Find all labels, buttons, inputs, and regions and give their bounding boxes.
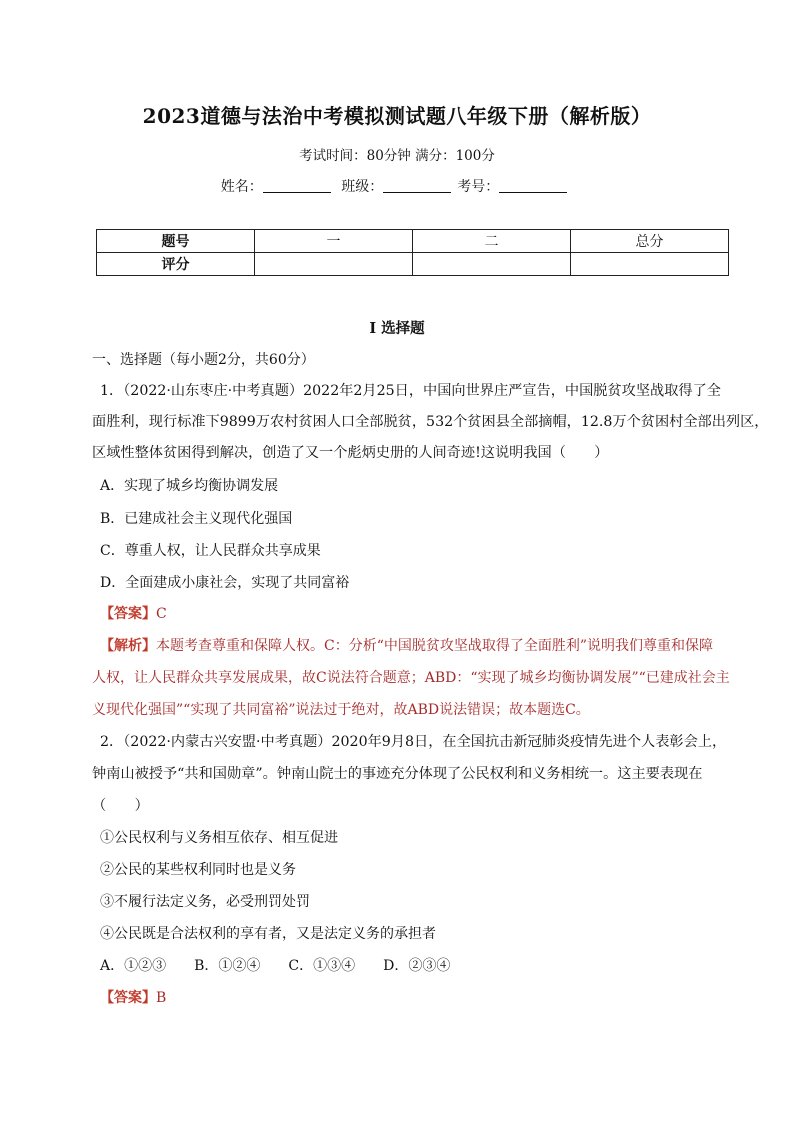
cell-part-one: 一	[255, 230, 413, 253]
exam-meta: 考试时间：80分钟 满分：100分	[299, 148, 495, 164]
answer-value: C	[156, 606, 167, 622]
score-table-header-row	[97, 230, 729, 253]
analysis-text: 本题考查尊重和保障人权。C：分析“中国脱贫攻坚战取得了全面胜利”说明我们尊重和保障	[156, 638, 714, 654]
section-title: I 选择题	[369, 320, 425, 337]
answer-tag: 【答案】	[100, 606, 156, 622]
page-title: 2023道德与法治中考模拟测试题八年级下册（解析版）	[142, 104, 652, 128]
q2-options: A．①②③ B．①②④ C．①③④ D．②③④	[100, 958, 451, 974]
q1-option-b: B．已建成社会主义现代化强国	[100, 511, 293, 527]
q2-stem-line2: 钟南山被授予“共和国勋章”。钟南山院士的事迹充分体现了公民权利和义务相统一。这主要表现在	[92, 766, 703, 782]
cell-question-number: 题号	[97, 230, 255, 253]
q1-stem-line3: 区域性整体贫困得到解决，创造了又一个彪炳史册的人间奇迹!这说明我国（ ）	[92, 445, 609, 461]
q1-analysis-line3: 义现代化强国”“实现了共同富裕”说法过于绝对，故ABD说法错误；故本题选C。	[92, 702, 590, 718]
answer-tag: 【答案】	[100, 990, 156, 1006]
q1-option-a: A．实现了城乡均衡协调发展	[100, 478, 279, 494]
q1-stem-line1: 1．（2022·山东枣庄·中考真题）2022年2月25日，中国向世界庄严宣告，中国脱贫攻坚战取得了全	[100, 383, 721, 399]
q2-statement-4: ④公民既是合法权利的享有者，又是法定义务的承担者	[100, 926, 436, 942]
q1-option-c: C．尊重人权，让人民群众共享成果	[100, 543, 321, 559]
q1-option-d: D．全面建成小康社会，实现了共同富裕	[100, 575, 350, 591]
q2-statement-2: ②公民的某些权利同时也是义务	[100, 862, 296, 878]
name-label: 姓名：	[220, 179, 263, 195]
score-table-score-row	[97, 253, 729, 276]
q1-analysis-line2: 人权，让人民群众共享发展成果，故C说法符合题意；ABD：“实现了城乡均衡协调发展”“已建成社会主	[92, 670, 730, 686]
q2-statement-1: ①公民权利与义务相互依存、相互促进	[100, 830, 338, 846]
section-subtitle: 一、选择题（每小题2分，共60分）	[92, 352, 315, 368]
name-blank[interactable]	[263, 178, 331, 193]
cell-score-label: 评分	[97, 253, 255, 276]
cell-score-one	[255, 253, 413, 276]
q1-stem-line2: 面胜利，现行标准下9899万农村贫困人口全部脱贫，532个贫困县全部摘帽，12.8万个贫困村全部出列区，	[92, 414, 769, 430]
q2-statement-3: ③不履行法定义务，必受刑罚处罚	[100, 894, 310, 910]
q2-answer	[100, 987, 166, 1007]
q2-stem-line3: （ ）	[92, 798, 149, 814]
class-blank[interactable]	[383, 178, 451, 193]
cell-score-total	[571, 253, 729, 276]
student-info-line	[0, 176, 794, 196]
cell-part-two: 二	[413, 230, 571, 253]
number-label: 考号：	[457, 179, 500, 195]
class-label: 班级：	[341, 179, 384, 195]
score-table	[96, 229, 729, 276]
number-blank[interactable]	[499, 178, 567, 193]
q1-analysis-line1	[100, 635, 713, 655]
analysis-tag: 【解析】	[100, 638, 156, 654]
q1-answer	[100, 603, 167, 623]
cell-score-two	[413, 253, 571, 276]
q2-stem-line1: 2．（2022·内蒙古兴安盟·中考真题）2020年9月8日，在全国抗击新冠肺炎疫情先进个人表彰会上，	[100, 734, 727, 750]
answer-value: B	[156, 990, 167, 1006]
cell-total: 总分	[571, 230, 729, 253]
